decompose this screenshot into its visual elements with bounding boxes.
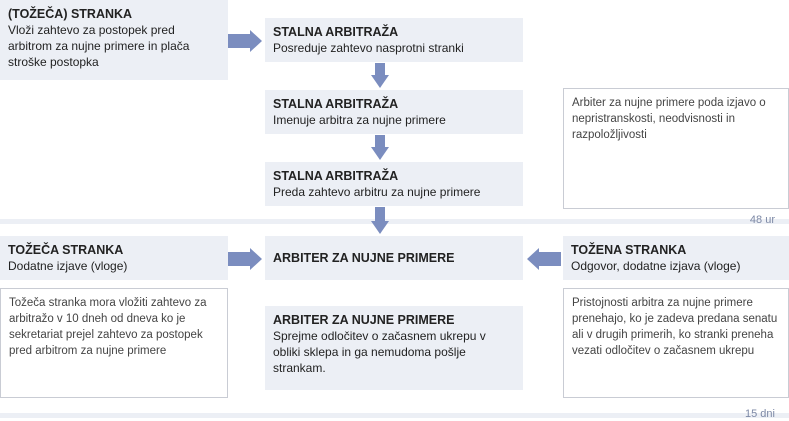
arbiter-statement-note (563, 88, 789, 209)
permanent-handover-text: Preda zahtevo arbitru za nujne primere (273, 185, 481, 199)
respondent-competence-note (563, 288, 789, 398)
permanent-appoint-title: STALNA ARBITRAŽA (273, 97, 399, 111)
arrow-down-3 (371, 207, 389, 235)
permanent-forward-text: Posreduje zahtevo nasprotni stranki (273, 41, 464, 55)
claimant-deadline-text: Tožeča stranka mora vložiti zahtevo za arbitražo v 10 dneh od dneva ko je sekretariat prejel zahtevo za postopek pred arbitrom za nujne primere (9, 297, 207, 357)
arbiter-decision-title: ARBITER ZA NUJNE PRIMERE (273, 313, 455, 327)
permanent-appoint-box (265, 90, 523, 134)
emergency-arbiter-title: ARBITER ZA NUJNE PRIMERE (273, 251, 455, 265)
arbiter-statement-text: Arbiter za nujne primere poda izjavo o nepristranskosti, neodvisnosti in razpoložljivosti (572, 97, 766, 141)
arrow-left-1 (525, 248, 561, 270)
permanent-forward-box (265, 18, 523, 62)
claimant-deadline-note (0, 288, 228, 398)
respondent-box (563, 236, 789, 280)
duration-48h: 48 ur (749, 214, 775, 226)
permanent-handover-box (265, 162, 523, 206)
claimant-additional-box (0, 236, 228, 280)
claimant-submit-text: Vloži zahtevo za postopek pred arbitrom za nujne primere in plača stroške postopka (8, 23, 190, 69)
claimant-submit-title: (TOŽEČA) STRANKA (8, 7, 133, 21)
respondent-competence-text: Pristojnosti arbitra za nujne primere prenehajo, ko je zadeva predana senatu ali v drugih primerih, ko stranki preneha vezati odločitev o začasnem ukrepu (572, 297, 778, 357)
arbiter-decision-text: Sprejme odločitev o začasnem ukrepu v obliki sklepa in ga nemudoma pošlje strankam. (273, 329, 486, 375)
separator-15d (0, 413, 789, 418)
duration-15d: 15 dni (745, 408, 775, 420)
permanent-handover-title: STALNA ARBITRAŽA (273, 169, 399, 183)
respondent-title: TOŽENA STRANKA (571, 243, 687, 257)
arrow-down-2 (371, 135, 389, 161)
arbiter-decision-box (265, 306, 523, 390)
emergency-arbiter-box (265, 236, 523, 280)
arrow-right-1 (228, 30, 264, 52)
permanent-forward-title: STALNA ARBITRAŽA (273, 25, 399, 39)
arrow-right-2 (228, 248, 264, 270)
permanent-appoint-text: Imenuje arbitra za nujne primere (273, 113, 446, 127)
claimant-additional-title: TOŽEČA STRANKA (8, 243, 124, 257)
separator-48h (0, 219, 789, 224)
arrow-down-1 (371, 63, 389, 89)
claimant-additional-text: Dodatne izjave (vloge) (8, 259, 128, 273)
respondent-text: Odgovor, dodatne izjava (vloge) (571, 259, 741, 273)
claimant-submit-box (0, 0, 228, 80)
